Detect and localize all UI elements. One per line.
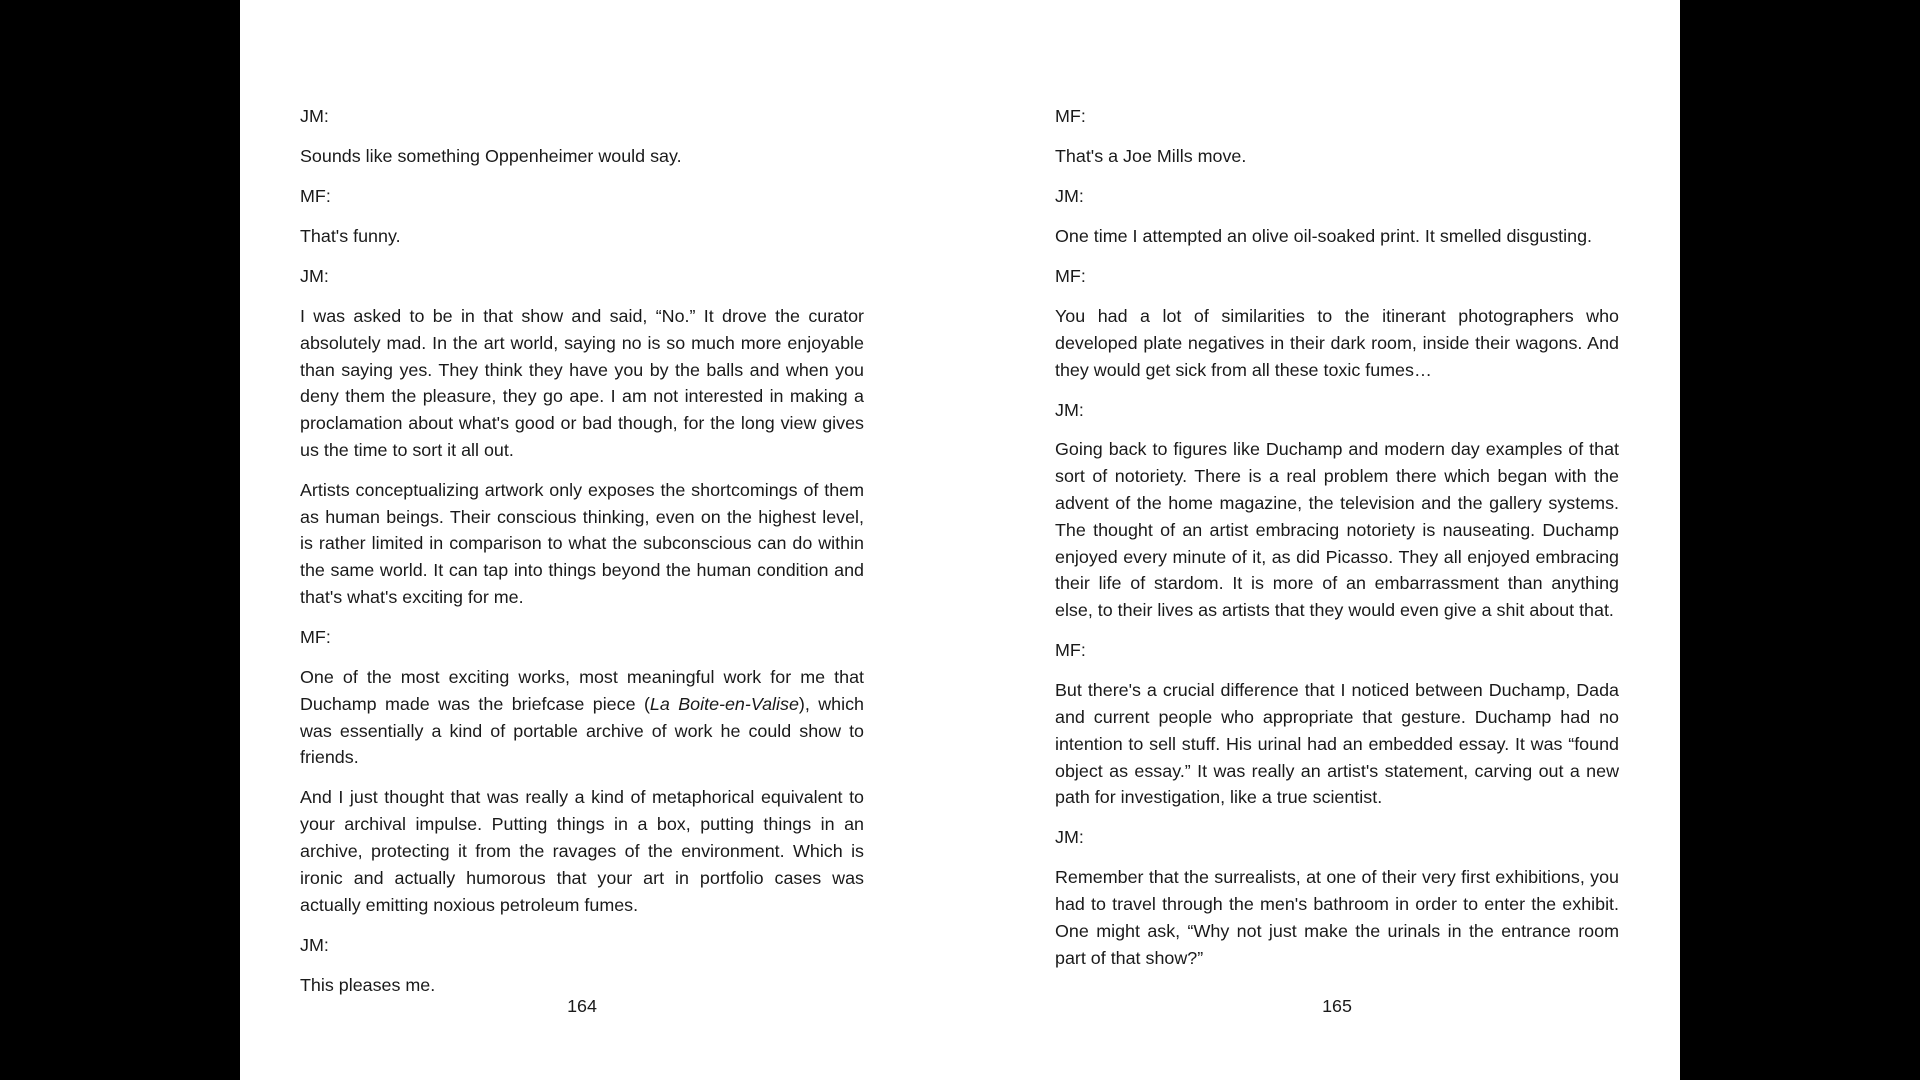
speaker-label: JM: (1055, 827, 1084, 848)
speaker-label: JM: (300, 934, 329, 955)
speaker-label: JM: (300, 265, 329, 286)
paragraph: One time I attempted an olive oil-soaked print. It smelled disgusting. (1055, 225, 1592, 246)
speaker-label: JM: (1055, 399, 1084, 420)
paragraph: Sounds like something Oppenheimer would say. (300, 145, 682, 166)
paragraph: This pleases me. (300, 974, 436, 995)
speaker-label: MF: (300, 627, 331, 648)
speaker-label: MF: (300, 185, 331, 206)
artwork-title: La Boite-en-Valise (649, 693, 799, 714)
page-number: 164 (567, 996, 597, 1016)
speaker-label: MF: (1055, 640, 1086, 661)
speaker-label: MF: (1055, 106, 1086, 126)
left-page (240, 0, 960, 1080)
paragraph: That's a Joe Mills move. (1055, 145, 1247, 166)
paragraph: Going back to figures like Duchamp and modern day examples of that sort of notoriety. There is a real problem there which began with the advent of the home magazine, the television and the gallery systems. The thought of an artist embracing notoriety is nauseating. Duchamp enjoyed every minute of it, as did Picasso. They all enjoyed embracing their life of stardom. It is more of an embarrassment than anything else, to their lives as artists that they would even give a shit about that. (1055, 439, 1619, 621)
speaker-label: JM: (300, 106, 329, 126)
right-page (960, 0, 1680, 1080)
paragraph: I was asked to be in that show and said, “No.” It drove the curator absolutely mad. In the art world, saying no is so much more enjoyable than saying yes. They think they have you by the balls and when you deny them the pleasure, they go ape. I am not interested in making a proclamation about what's good or bad though, for the long view gives us the time to sort it all out. (300, 305, 864, 460)
paragraph: That's funny. (300, 225, 401, 246)
left-page-text (300, 103, 864, 1012)
book-spread (240, 0, 1680, 1080)
page-number: 165 (1322, 996, 1352, 1016)
right-page-text (1055, 103, 1619, 985)
speaker-label: MF: (1055, 265, 1086, 286)
paragraph: And I just thought that was really a kind of metaphorical equivalent to your archival impulse. Putting things in a box, putting things in an archive, protecting it from the ravages of the environment. Which is ironic and actually humorous that your art in portfolio cases was actually emitting noxious petroleum fumes. (300, 787, 864, 915)
paragraph: You had a lot of similarities to the itinerant photographers who developed plate negatives in their dark room, inside their wagons. And they would get sick from all these toxic fumes… (1055, 305, 1619, 380)
speaker-label: JM: (1055, 185, 1084, 206)
paragraph-text: ), which was essentially a kind of portable archive of work he could show to friends. (300, 693, 865, 768)
paragraph (300, 664, 864, 771)
paragraph-text: One of the most exciting works, most meaningful work for me that Duchamp made was the briefcase piece ( (300, 667, 864, 714)
paragraph: Artists conceptualizing artwork only exposes the shortcomings of them as human beings. Their conscious thinking, even on the highest level, is rather limited in comparison to what the subconscious can do within the same world. It can tap into things beyond the human condition and that's what's exciting for me. (300, 479, 864, 608)
paragraph: Remember that the surrealists, at one of their very first exhibitions, you had to travel through the men's bathroom in order to enter the exhibit. One might ask, “Why not just make the urinals in the entrance room part of that show?” (1055, 867, 1619, 968)
paragraph: But there's a crucial difference that I noticed between Duchamp, Dada and current people who appropriate that gesture. Duchamp had no intention to sell stuff. His urinal had an embedded essay. It was “found object as essay.” It was really an artist's statement, carving out a new path for investigation, like a true scientist. (1055, 680, 1619, 808)
